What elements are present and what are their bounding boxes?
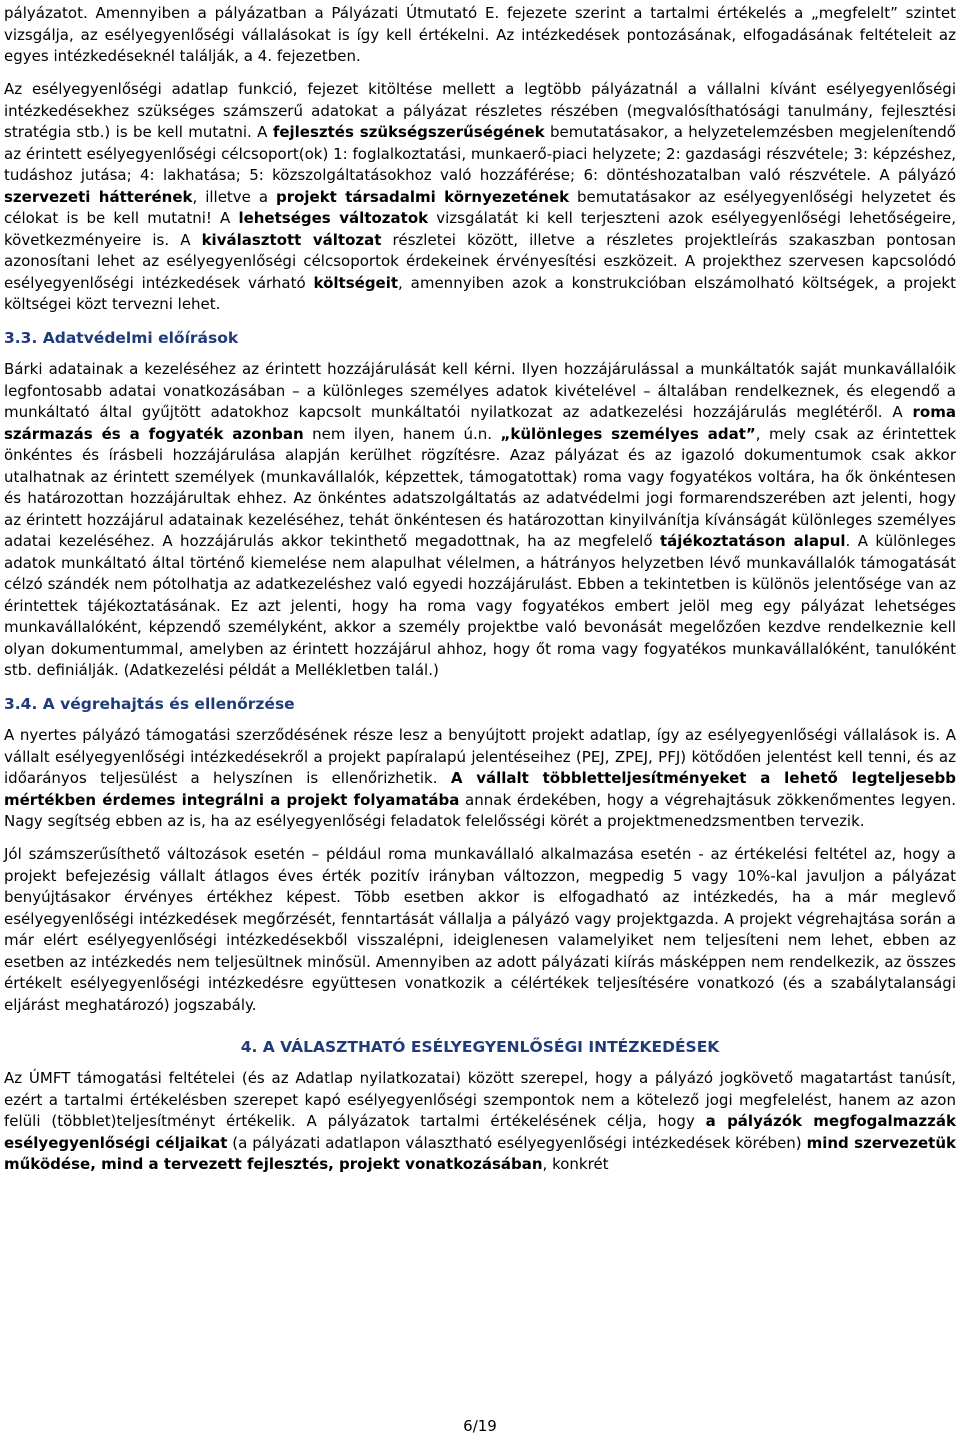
bold-text-run: „különleges személyes adat”: [500, 424, 756, 443]
text-run: , illetve a: [192, 187, 276, 206]
text-run: bemutatásakor az esélyegyenlőségi helyzetet és célokat is be kell mutatni! A: [4, 187, 956, 227]
paragraph-equal-opportunity-datasheet: [4, 79, 956, 316]
paragraph-umft-conditions: [4, 1068, 956, 1176]
text-run: Az ÚMFT támogatási feltételei (és az Adatlap nyilatkozatai) között szerepel, hogy a pályázó jogkövető magatartást tanúsít, ezért a tartalmi értékelésben szerepet kapó esélyegyenlőségi szempontok nem a kötelező jogi megfelelést, hanem az azon felüli (többlet)teljesítményt értékelik. A pályázatok tartalmi értékelésének célja, hogy: [4, 1069, 956, 1130]
page-number: 6/19: [463, 1417, 497, 1435]
paragraph-data-protection: [4, 359, 956, 682]
text-run: vizsgálatát ki kell terjeszteni azok esélyegyenlőségi lehetőségeire, következményeire is. A: [4, 209, 956, 249]
text-run: annak érdekében, hogy a végrehajtásuk zökkenőmentes legyen. Nagy segítség ebben az is, ha az esélyegyenlőségi feladatok felelősségi körét a projektmenedzsmentben tervezik.: [4, 790, 956, 830]
text-run: . A különleges adatok munkáltató által történő kiemelése nem alapulhat vélelmen, a hátrányos helyzetben lévő munkavállalók támogatását célzó szándék nem pótolhatja az adatkezeléshez való egyedi hozzájárulást. Ebben a tekintetben is különös jelentősége van az érintettek tájékoztatásának. Ez azt jelenti, hogy ha roma vagy fogyatékos embert jelöl meg egy pályázat lehetséges munkavállalóként, képzendő személyként, akkor a személy projektbe való bevonását megelőzően kezdve rendelkeznie kell olyan dokumentummal, amelyben az érintett hozzájárul ahhoz, hogy őt roma vagy fogyatékos munkavállalóként, tanulóként stb. definiálják. (Adatkezelési példát a Mellékletben talál.): [4, 532, 956, 679]
bold-text-run: tájékoztatáson alapul: [659, 532, 846, 550]
text-run: A nyertes pályázó támogatási szerződésének része lesz a benyújtott projekt adatlap, így az esélyegyenlőségi vállalások is. A vállalt esélyegyenlőségi intézkedésekről a projekt papíralapú jelentéseihez (PEJ, ZPEJ, PFJ) kötődően jelentést kell tenni, és az időarányos teljesülést a helyszínen is ellenőrizhetik.: [4, 726, 956, 787]
text-run: Jól számszerűsíthető változások esetén – például roma munkavállaló alkalmazása esetén - az értékelési feltétel az, hogy a projekt befejezésig vállalt átlagos éves érték pozitív irányban változzon, megpedig 5 vagy 10%-kal javuljon a pályázat benyújtásakor érvényes értékhez képest. Több esetben akkor is elfogadható az intézkedés, ha a már meglevő esélyegyenlőségi intézkedések megőrzését, fenntartását vállalja a pályázó vagy projektgazda. A projekt végrehajtása során a már elért esélyegyenlőségi intézkedésekből visszalépni, ideiglenesen valamelyiket nem teljesíteni nem lehet, ebben az esetben az intézkedés nem teljesültnek minősül. Amennyiben az adott pályázati kiírás másképpen nem rendelkezik, az összes értékelt esélyegyenlőségi intézkedésre együttesen vonatkozik a célértékek teljesítésére vonatkozó (és a szabálytalansági eljárást meghatározó) jogszabály.: [4, 845, 956, 1014]
text-run: pályázatot. Amennyiben a pályázatban a Pályázati Útmutató E. fejezete szerint a tartalmi értékelés a „megfelelt” szintet vizsgálja, az esélyegyenlőségi vállalásokat is így kell értékelni. Az intézkedések pontozásának, elfogadásának feltételeit az egyes intézkedéseknél találják, a 4. fejezetben.: [4, 4, 956, 65]
section-heading-3-4: 3.4. A végrehajtás és ellenőrzése: [4, 695, 295, 713]
text-run: Az esélyegyenlőségi adatlap funkció, fejezet kitöltése mellett a legtöbb pályázatnál a vállalni kívánt esélyegyenlőségi intézkedésekhez szükséges számszerű adatokat a pályázat részletes részében (megvalósíthatósági tanulmány, fejlesztési stratégia stb.) is be kell mutatni. A: [4, 80, 956, 141]
text-run: , amennyiben azok a konstrukcióban elszámolható költségek, a projekt költségei közt tervezni lehet.: [4, 273, 956, 313]
text-run: nem ilyen, hanem ú.n.: [303, 424, 501, 443]
text-run: , konkrét: [542, 1155, 609, 1173]
bold-text-run: fejlesztés szükségszerűségének: [272, 123, 545, 141]
bold-text-run: költségeit: [313, 273, 399, 292]
bold-text-run: projekt társadalmi környezetének: [275, 187, 570, 206]
text-run: (a pályázati adatlapon választható esélyegyenlőségi intézkedések körében): [227, 1133, 807, 1152]
text-run: bemutatásakor, a helyzetelemzésben megjelenítendő az érintett esélyegyenlőségi célcsoport(ok) 1: foglalkoztatási, munkaerő-piaci helyzete; 2: gazdasági részvétele; 3: képzéshez, tudáshoz jutása; 4: lakhatása; 5: közszolgáltatásokhoz való hozzáférése; 6: döntéshozatalban való részvétele. A pályázó: [4, 123, 956, 184]
chapter-heading-4: 4. A VÁLASZTHATÓ ESÉLYEGYENLŐSÉGI INTÉZKEDÉSEK: [240, 1038, 720, 1056]
bold-text-run: szervezeti hátterének: [4, 187, 193, 206]
bold-text-run: kiválasztott változat: [201, 230, 382, 249]
bold-text-run: mind szervezetük működése, mind a tervezett fejlesztés, projekt vonatkozásában: [4, 1133, 957, 1173]
section-heading-3-3: 3.3. Adatvédelmi előírások: [4, 329, 239, 347]
bold-text-run: roma származás és a fogyaték azonban: [4, 403, 956, 443]
text-run: , mely csak az érintettek önkéntes és írásbeli hozzájárulása alapján kerülhet rögzítésre. Azaz pályázat és az igazoló dokumentumok csak akkor utalhatnak az érintett személyek (munkavállalók, képzettek, támogatottak) roma vagy fogyatékos voltára, ha ők önkéntesen és határozottan hozzájárultak ehhez. Az önkéntes adatszolgáltatás az adatvédelmi jogi formarendszerében azt jelenti, hogy az érintett hozzájárul adatainak kezeléséhez, tehát önkéntesen és határozottan kinyilvánítja kívánságát különleges személyes adatai kezeléséhez. A hozzájárulás akkor tekinthető megadottnak, ha az megfelelő: [4, 424, 957, 550]
paragraph-implementation: [4, 725, 956, 833]
bold-text-run: a pályázók megfogalmazzák esélyegyenlőségi céljaikat: [4, 1112, 956, 1152]
bold-text-run: A vállalt többletteljesítményeket a lehető legteljesebb mértékben érdemes integrálni a projekt folyamatába: [4, 769, 957, 809]
paragraph-evaluation-intro: [4, 3, 956, 68]
bold-text-run: lehetséges változatok: [238, 209, 429, 227]
text-run: részletei között, illetve a részletes projektleírás szakaszban pontosan azonosítani lehet az esélyegyenlőségi célcsoportok érdekeinek érvényesítési eszközeit. A projekthez szervesen kapcsolódó esélyegyenlőségi intézkedések várható: [4, 230, 956, 292]
paragraph-quantifiable-changes: [4, 844, 956, 1016]
text-run: Bárki adatainak a kezeléséhez az érintett hozzájárulását kell kérni. Ilyen hozzájárulással a munkáltatók saját munkavállalóik legfontosabb adatai vonatkozásában – a különleges személyes adatok kivételével – általában rendelkeznek, és elegendő a munkáltató által gyűjtött adatokhoz kapcsolt munkáltatói nyilatkozat az adatkezelési hozzájárulás meglétéről. A: [4, 360, 956, 421]
